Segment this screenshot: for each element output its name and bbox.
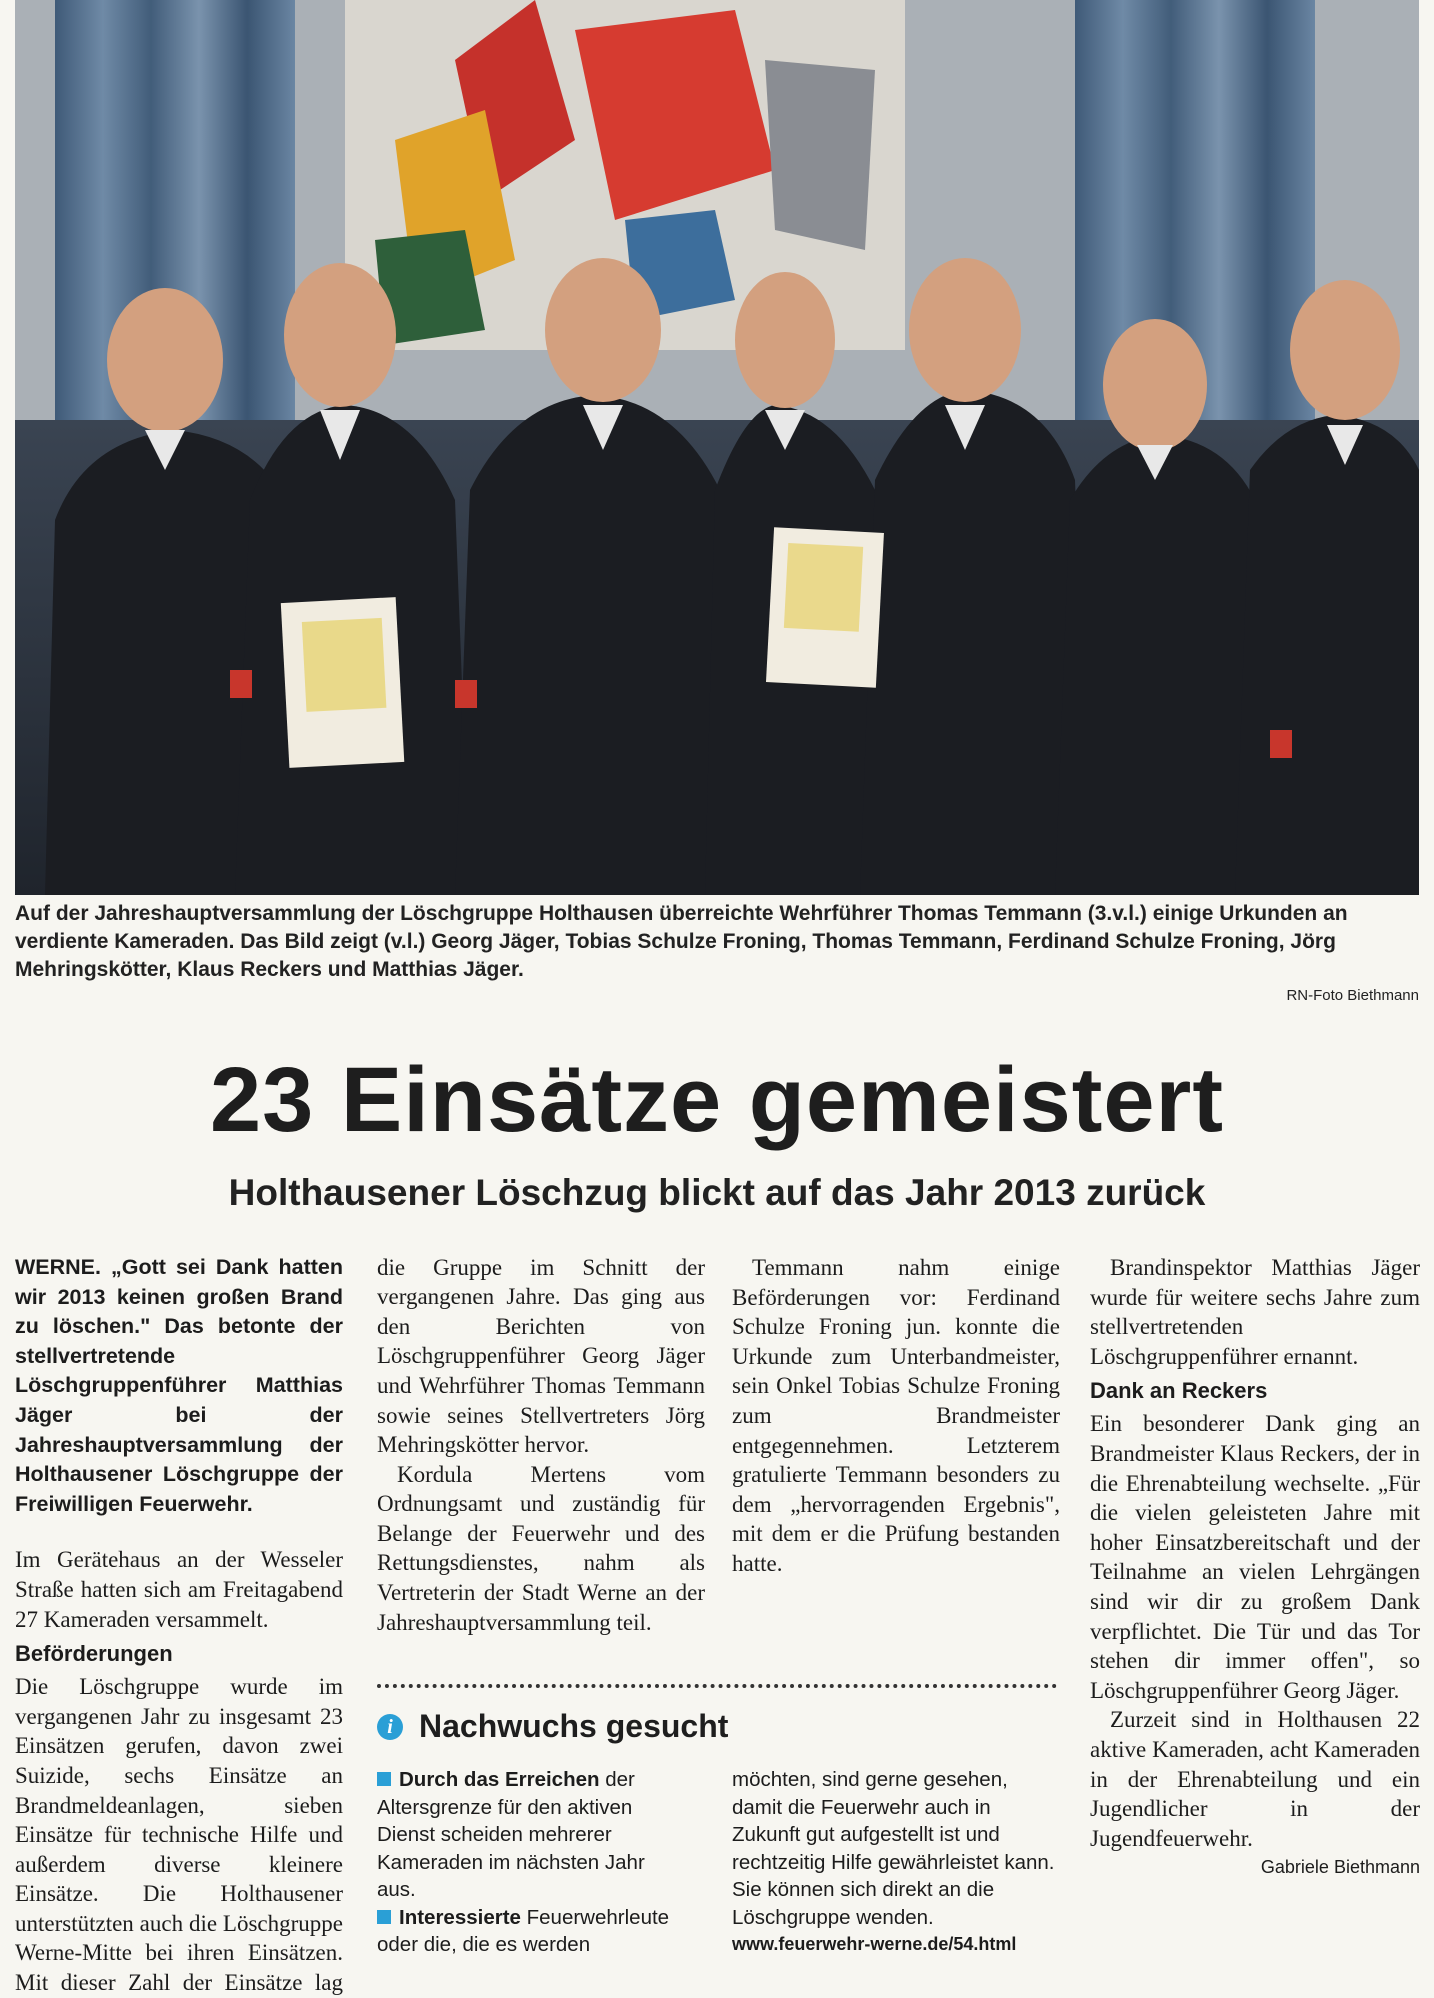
info-bullet-2-bold: Interessierte xyxy=(399,1905,521,1929)
info-url-link[interactable]: www.feuerwehr-werne.de/54.html xyxy=(732,1934,1017,1954)
info-bullet-1 xyxy=(377,1766,682,1904)
article-paragraph-2-continued: die Gruppe im Schnitt der vergangenen Jahre. Das ging aus den Berichten von Löschgruppenführer Georg Jäger und Wehrführer Thomas Temmann sowie seines Stellvertreters Jörg Mehringskötter hervor. xyxy=(377,1254,705,1458)
dotted-divider xyxy=(377,1684,1057,1688)
info-bullet-2-text: Feuerwehrleute oder die, die es werden xyxy=(377,1905,670,1956)
group-photo xyxy=(15,0,1419,895)
article-paragraph-1: Im Gerätehaus an der Wesseler Straße hatten sich am Freitagabend 27 Kameraden versammelt. xyxy=(15,1547,343,1632)
author-signature: Gabriele Biethmann xyxy=(1260,1857,1420,1878)
info-box xyxy=(377,1684,1057,1984)
info-box-column-2 xyxy=(732,1766,1057,1959)
subheadline: Holthausener Löschzug blickt auf das Jahr 2013 zurück xyxy=(228,1172,1206,1213)
article-paragraph-5: Brandinspektor Matthias Jäger wurde für weitere sechs Jahre zum stellvertretenden Löschgruppenführer ernannt. xyxy=(1090,1255,1420,1369)
info-box-header xyxy=(377,1708,728,1745)
bullet-square-icon xyxy=(377,1772,391,1786)
info-bullet-2 xyxy=(377,1904,682,1959)
article-paragraph-6: Ein besonderer Dank ging an Brandmeister Klaus Reckers, der in die Ehrenabteilung wechselte. „Für die vielen geleisteten Jahre mit hoher Einsatzbereitschaft und der Teilnahme an vielen Lehrgängen sind wir dir zu großem Dank verpflichtet. Die Tür und das Tor stehen dir immer offen", so Löschgruppenführer Georg Jäger. xyxy=(1090,1411,1420,1703)
info-bullet-1-bold: Durch das Erreichen xyxy=(399,1768,600,1791)
article-paragraph-2: Die Löschgruppe wurde im vergangenen Jahr zu insgesamt 23 Einsätzen gerufen, davon zwei Suizide, sechs Einsätze an Brandmeldeanlagen, sieben Einsätze für technische Hilfe und außerdem diverse kleinere Einsätze. Die Holthausener unterstützten auch die Löschgruppe Werne-Mitte bei ihren Einsätzen. Mit dieser Zahl der Einsätze lag xyxy=(15,1674,343,1996)
article-lead: WERNE. „Gott sei Dank hatten wir 2013 keinen großen Brand zu löschen." Das betonte der stellvertretende Löschgruppenführer Matthias Jäger bei der Jahreshauptversammlung der Holthausener Löschgruppe der Freiwilligen Feuerwehr. xyxy=(15,1255,343,1516)
bullet-square-icon xyxy=(377,1910,391,1924)
article-paragraph-7: Zurzeit sind in Holthausen 22 aktive Kameraden, acht Kameraden in der Ehrenabteilung und ein Jugendlicher in der Jugendfeuerwehr. xyxy=(1090,1707,1420,1851)
subheading-befoerderungen: Beförderungen xyxy=(15,1641,173,1667)
info-bullet-1-text: der Altersgrenze für den aktiven Dienst scheiden mehrerer Kameraden im nächsten Jahr aus. xyxy=(377,1768,645,1901)
article-column-3 xyxy=(732,1253,1060,1668)
headline: 23 Einsätze gemeistert xyxy=(209,1049,1224,1151)
article-column-2 xyxy=(377,1253,705,1668)
photo-illustration xyxy=(15,0,1419,895)
article-paragraph-3: Kordula Mertens vom Ordnungsamt und zuständig für Belange der Feuerwehr und des Rettungsdienstes, nahm als Vertreterin der Stadt Werne an der Jahreshauptversammlung teil. xyxy=(377,1461,705,1635)
photo-caption xyxy=(15,900,1419,1004)
subheading-dank: Dank an Reckers xyxy=(1090,1378,1268,1404)
photo-credit: RN-Foto Biethmann xyxy=(1286,987,1419,1004)
info-continued-text: möchten, sind gerne gesehen, damit die Feuerwehr auch in Zukunft gut aufgestellt ist und rechtzeitig Hilfe gewährleistet kann. Sie können sich direkt an die Löschgruppe wenden. xyxy=(732,1768,1055,1929)
article-column-4 xyxy=(1090,1253,1420,1883)
article-column-1 xyxy=(15,1253,343,1998)
caption-text: Auf der Jahreshauptversammlung der Löschgruppe Holthausen überreichte Wehrführer Thomas Temmann (3.v.l.) einige Urkunden an verdiente Kameraden. Das Bild zeigt (v.l.) Georg Jäger, Tobias Schulze Froning, Thomas Temmann, Ferdinand Schulze Froning, Jörg Mehringskötter, Klaus Reckers und Matthias Jäger. xyxy=(15,902,1348,981)
info-box-column-1 xyxy=(377,1766,682,1959)
article-paragraph-4: Temmann nahm einige Beförderungen vor: Ferdinand Schulze Froning jun. konnte die Urkunde zum Unterbandmeister, sein Onkel Tobias Schulze Froning zum Brandmeister entgegennehmen. Letzterem gratulierte Temmann besonders zu dem „hervorragenden Ergebnis", mit dem er die Prüfung bestanden hatte. xyxy=(732,1255,1060,1576)
info-box-title: Nachwuchs gesucht xyxy=(419,1708,729,1744)
info-icon: i xyxy=(377,1714,403,1740)
